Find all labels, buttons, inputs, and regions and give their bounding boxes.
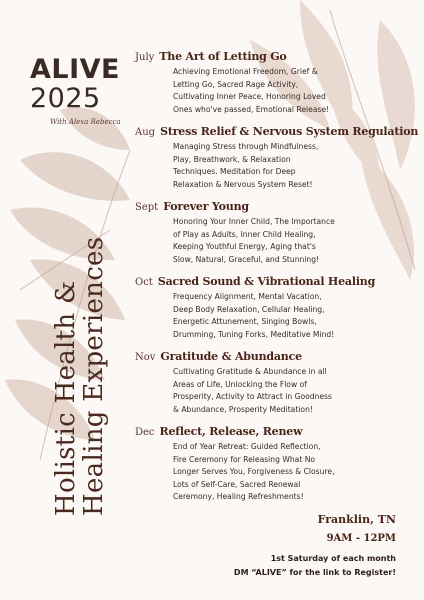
description-line: Areas of Life, Unlocking the Flow of — [173, 379, 307, 389]
description-line: Deep Body Relaxation, Cellular Healing, — [173, 304, 325, 314]
session-description — [135, 63, 351, 116]
session-header — [135, 350, 420, 363]
session-sept — [135, 200, 420, 266]
session-header — [135, 50, 420, 63]
brand-subtitle: With Alexa Rebecca — [50, 118, 121, 126]
session-header — [135, 275, 420, 288]
brand-block — [30, 56, 121, 126]
session-list — [135, 50, 420, 513]
session-description — [135, 138, 351, 191]
description-line: Managing Stress through Mindfulness, — [173, 142, 319, 151]
description-line: Cultivating Gratitude & Abundance in all — [173, 367, 327, 376]
session-title: Reflect, Release, Renew — [159, 425, 303, 438]
event-location: Franklin, TN — [317, 513, 396, 526]
vertical-title — [52, 186, 108, 516]
session-title: Gratitude & Abundance — [160, 350, 302, 363]
event-schedule: 1st Saturday of each month — [270, 554, 396, 563]
description-line: Energetic Attunement, Singing Bowls, — [173, 317, 317, 326]
description-line: Letting Go, Sacred Rage Activity, — [173, 79, 299, 89]
brand-year: 2025 — [30, 83, 101, 114]
description-line: Techniques. Meditation for Deep — [173, 167, 296, 176]
session-title: Forever Young — [163, 200, 249, 213]
description-line: Honoring Your Inner Child, The Importance — [173, 217, 335, 226]
description-line: Prosperity, Activity to Attract in Goodness — [173, 392, 332, 401]
session-title: Sacred Sound & Vibrational Healing — [157, 275, 376, 288]
description-line: Cultivating Inner Peace, Honoring Loved — [173, 92, 326, 101]
description-line: Ceremony, Healing Refreshments! — [173, 492, 304, 501]
description-line: Frequency Alignment, Mental Vacation, — [173, 292, 322, 301]
session-header — [135, 425, 420, 438]
session-header — [135, 200, 420, 213]
vertical-title-line-1: Holistic Health & — [51, 280, 81, 516]
session-month: Aug — [135, 127, 156, 138]
description-line: Slow, Natural, Graceful, and Stunning! — [173, 254, 320, 264]
brand-title: ALIVE — [30, 54, 120, 85]
description-line: Ones who've passed, Emotional Release! — [173, 104, 330, 114]
session-aug — [135, 125, 420, 191]
description-line: Longer Serves You, Forgiveness & Closure, — [173, 467, 335, 476]
description-line: End of Year Retreat: Guided Reflection, — [173, 442, 321, 451]
session-description — [135, 213, 351, 266]
description-line: Achieving Emotional Freedom, Grief & — [173, 67, 318, 76]
description-line: Play, Breathwork, & Relaxation — [173, 154, 291, 164]
session-header — [135, 125, 420, 138]
session-title: Stress Relief & Nervous System Regulation — [160, 125, 419, 138]
description-line: of Play as Adults, Inner Child Healing, — [173, 229, 316, 239]
session-july — [135, 50, 420, 116]
session-title: The Art of Letting Go — [159, 50, 287, 63]
session-dec — [135, 425, 420, 504]
session-description — [135, 288, 351, 341]
session-nov — [135, 350, 420, 416]
session-description — [135, 438, 351, 504]
session-month: July — [135, 52, 155, 63]
description-line: Drumming, Tuning Forks, Meditative Mind! — [173, 329, 335, 339]
description-line: Keeping Youthful Energy, Aging that's — [173, 242, 316, 251]
vertical-title-line-2: Healing Experiences — [79, 236, 109, 516]
register-instructions: DM “ALIVE” for the link to Register! — [233, 568, 396, 577]
session-month: Sept — [135, 202, 159, 213]
event-time: 9AM - 12PM — [326, 533, 396, 544]
session-month: Dec — [135, 427, 155, 438]
session-oct — [135, 275, 420, 341]
session-description — [135, 363, 351, 416]
description-line: Lots of Self-Care, Sacred Renewal — [173, 479, 301, 489]
description-line: Relaxation & Nervous System Reset! — [173, 179, 313, 189]
event-info — [234, 512, 396, 580]
description-line: Fire Ceremony for Releasing What No — [173, 454, 316, 464]
description-line: & Abundance, Prosperity Meditation! — [173, 404, 313, 414]
session-month: Nov — [135, 352, 156, 363]
session-month: Oct — [135, 277, 153, 288]
